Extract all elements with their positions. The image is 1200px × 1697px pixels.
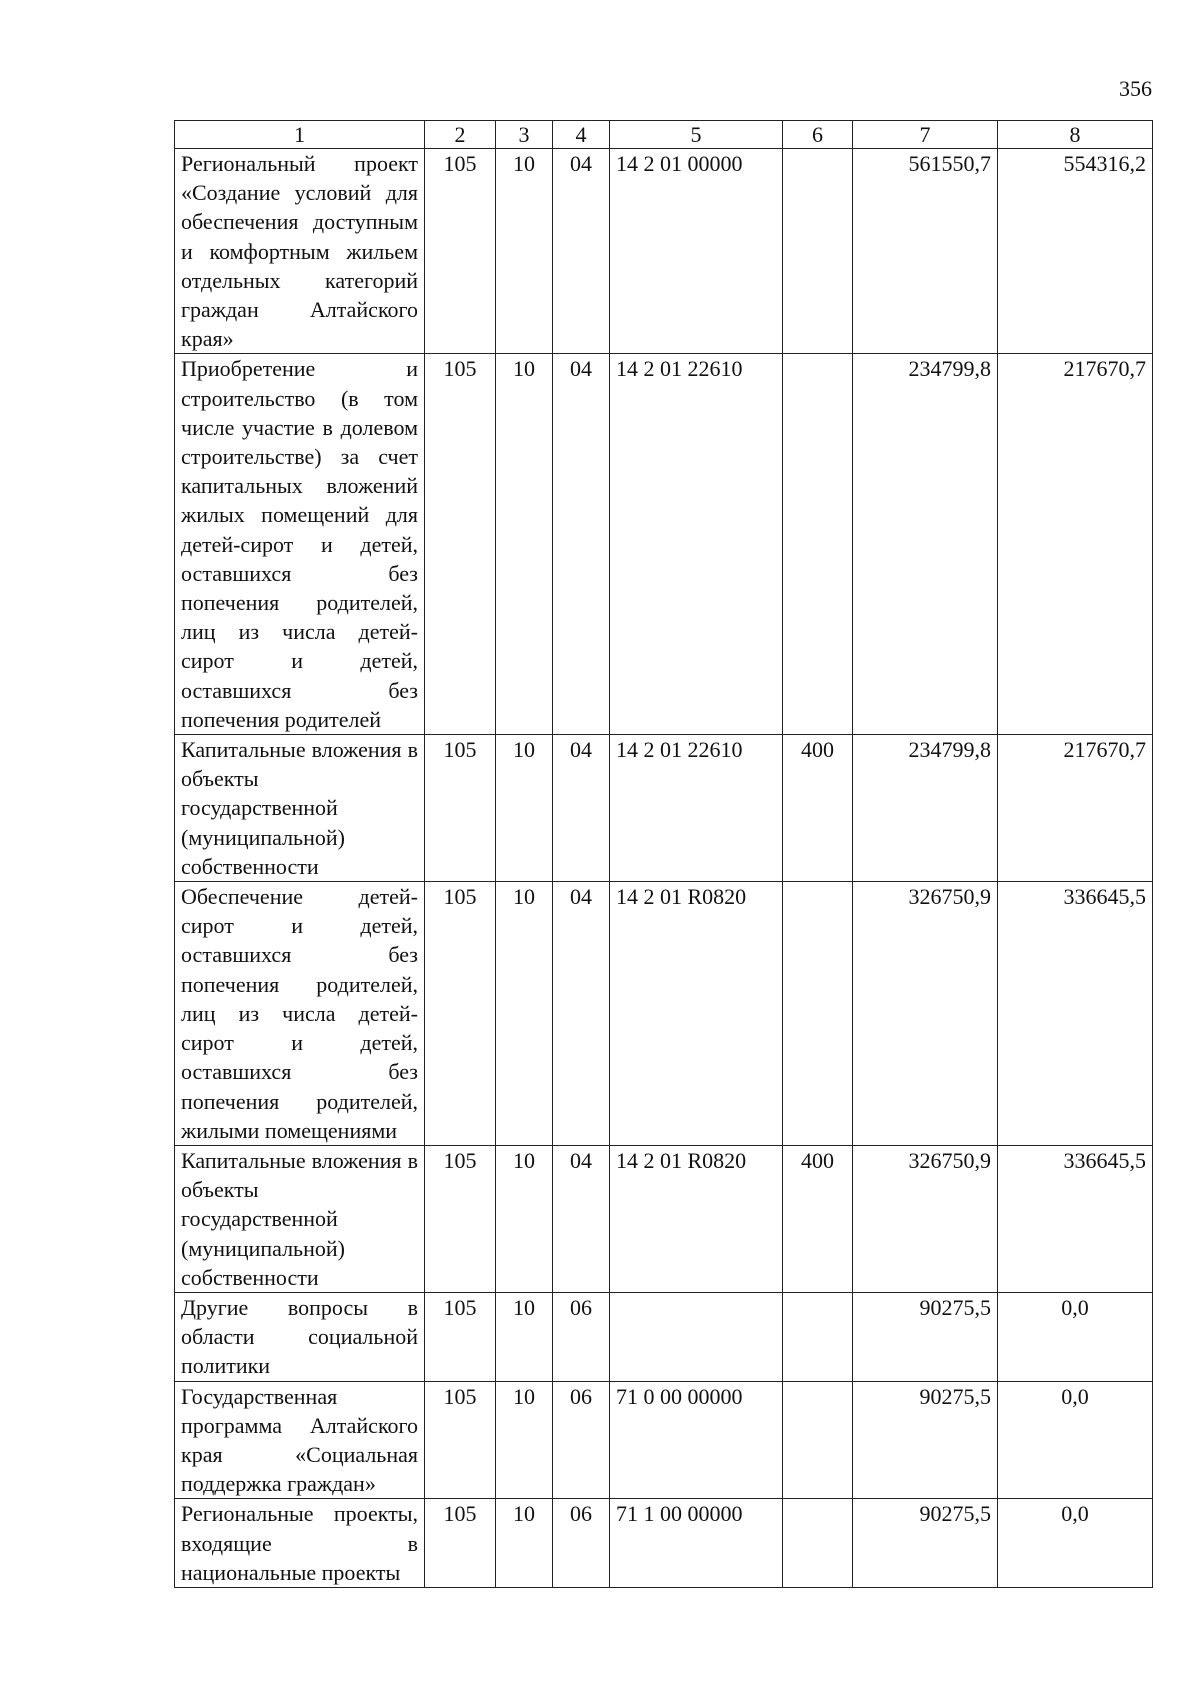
- cell-c8: 0,0: [998, 1381, 1153, 1499]
- cell-c3: 10: [496, 1381, 553, 1499]
- table-row: [175, 354, 1153, 735]
- cell-c6: 400: [783, 1145, 853, 1292]
- table-header-row: [175, 121, 1153, 149]
- cell-c4: 04: [553, 354, 610, 735]
- cell-c5: 14 2 01 22610: [610, 735, 783, 882]
- cell-c8: 336645,5: [998, 1145, 1153, 1292]
- cell-c7: 326750,9: [853, 1145, 998, 1292]
- row-name: Приобретение и строительство (в том числе участие в долевом строительстве) за счет капитальных вложений жилых помещений для детей-сирот и детей, оставшихся без попечения родителей, лиц из числа детей-сирот и детей, оставшихся без попечения родителей: [175, 354, 425, 735]
- cell-c2: 105: [425, 882, 496, 1146]
- header-cell: 8: [998, 121, 1153, 149]
- table-row: [175, 1381, 1153, 1499]
- header-cell: 2: [425, 121, 496, 149]
- cell-c7: 90275,5: [853, 1381, 998, 1499]
- header-cell: 6: [783, 121, 853, 149]
- cell-c3: 10: [496, 1499, 553, 1588]
- cell-c7: 90275,5: [853, 1499, 998, 1588]
- header-cell: 5: [610, 121, 783, 149]
- table-row: [175, 735, 1153, 882]
- cell-c6: [783, 149, 853, 354]
- cell-c8: 554316,2: [998, 149, 1153, 354]
- row-name: Капитальные вложения в объекты государственной (муниципальной) собственности: [175, 1145, 425, 1292]
- cell-c4: 06: [553, 1499, 610, 1588]
- cell-c4: 06: [553, 1381, 610, 1499]
- cell-c8: 0,0: [998, 1292, 1153, 1381]
- cell-c6: [783, 882, 853, 1146]
- cell-c5: 14 2 01 22610: [610, 354, 783, 735]
- cell-c4: 04: [553, 735, 610, 882]
- cell-c3: 10: [496, 1292, 553, 1381]
- cell-c8: 0,0: [998, 1499, 1153, 1588]
- budget-table: [174, 120, 1153, 1588]
- cell-c2: 105: [425, 354, 496, 735]
- row-name: Обеспечение детей-сирот и детей, оставшихся без попечения родителей, лиц из числа детей-сирот и детей, оставшихся без попечения родителей, жилыми помещениями: [175, 882, 425, 1146]
- cell-c2: 105: [425, 1381, 496, 1499]
- row-name: Государственная программа Алтайского края «Социальная поддержка граждан»: [175, 1381, 425, 1499]
- cell-c3: 10: [496, 354, 553, 735]
- cell-c2: 105: [425, 1499, 496, 1588]
- table-row: [175, 1499, 1153, 1588]
- cell-c6: [783, 1292, 853, 1381]
- cell-c7: 90275,5: [853, 1292, 998, 1381]
- header-cell: 4: [553, 121, 610, 149]
- page-number: 356: [1119, 76, 1152, 101]
- cell-c3: 10: [496, 1145, 553, 1292]
- row-name: Региональный проект «Создание условий для обеспечения доступным и комфортным жильем отдельных категорий граждан Алтайского края»: [175, 149, 425, 354]
- cell-c8: 217670,7: [998, 354, 1153, 735]
- cell-c7: 326750,9: [853, 882, 998, 1146]
- row-name: Капитальные вложения в объекты государственной (муниципальной) собственности: [175, 735, 425, 882]
- cell-c4: 04: [553, 882, 610, 1146]
- table-row: [175, 882, 1153, 1146]
- cell-c2: 105: [425, 149, 496, 354]
- cell-c6: [783, 354, 853, 735]
- cell-c7: 234799,8: [853, 354, 998, 735]
- cell-c4: 04: [553, 1145, 610, 1292]
- header-cell: 3: [496, 121, 553, 149]
- row-name: Другие вопросы в области социальной политики: [175, 1292, 425, 1381]
- header-cell: 7: [853, 121, 998, 149]
- cell-c6: 400: [783, 735, 853, 882]
- cell-c3: 10: [496, 735, 553, 882]
- cell-c8: 336645,5: [998, 882, 1153, 1146]
- table-row: [175, 1145, 1153, 1292]
- cell-c7: 234799,8: [853, 735, 998, 882]
- cell-c2: 105: [425, 735, 496, 882]
- cell-c5: 14 2 01 00000: [610, 149, 783, 354]
- cell-c5: 14 2 01 R0820: [610, 882, 783, 1146]
- cell-c2: 105: [425, 1292, 496, 1381]
- cell-c5: 14 2 01 R0820: [610, 1145, 783, 1292]
- table-row: [175, 149, 1153, 354]
- cell-c5: 71 1 00 00000: [610, 1499, 783, 1588]
- header-cell: 1: [175, 121, 425, 149]
- cell-c3: 10: [496, 149, 553, 354]
- table-row: [175, 1292, 1153, 1381]
- cell-c2: 105: [425, 1145, 496, 1292]
- cell-c4: 06: [553, 1292, 610, 1381]
- row-name: Региональные проекты, входящие в национальные проекты: [175, 1499, 425, 1588]
- cell-c3: 10: [496, 882, 553, 1146]
- cell-c7: 561550,7: [853, 149, 998, 354]
- cell-c6: [783, 1499, 853, 1588]
- cell-c5: [610, 1292, 783, 1381]
- cell-c5: 71 0 00 00000: [610, 1381, 783, 1499]
- cell-c8: 217670,7: [998, 735, 1153, 882]
- cell-c6: [783, 1381, 853, 1499]
- cell-c4: 04: [553, 149, 610, 354]
